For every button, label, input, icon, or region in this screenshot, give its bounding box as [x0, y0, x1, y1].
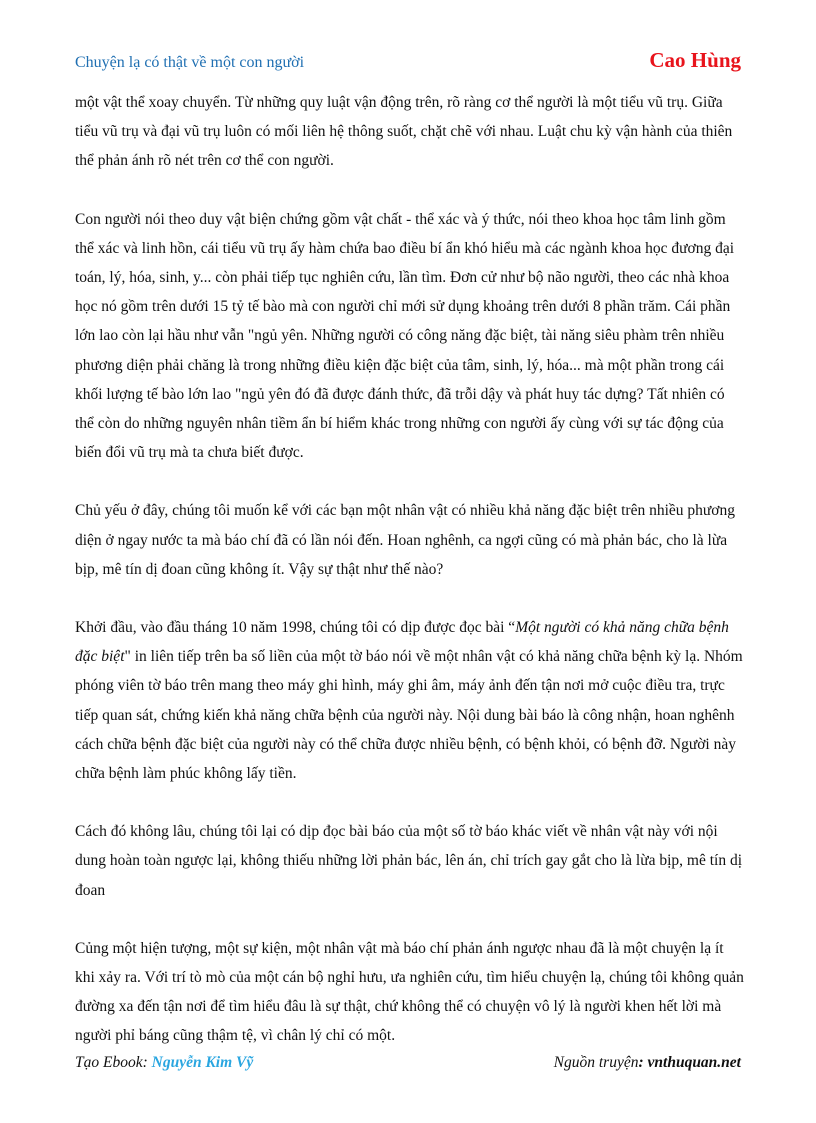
page-body	[75, 88, 745, 1080]
page-footer	[75, 1054, 741, 1072]
book-title: Chuyện lạ có thật về một con người	[75, 54, 305, 71]
paragraph-5: Cách đó không lâu, chúng tôi lại có dịp đọc bài báo của một số tờ báo khác viết về nhân vật này với nội dung hoàn toàn ngược lại, không thiếu những lời phản bác, lên án, chỉ trích gay gắt cho là lừa bịp, mê tín dị đoan	[75, 823, 743, 899]
article-title: Một người có khả năng chữa bệnh đặc biệt	[75, 619, 729, 666]
ebook-label: Tạo Ebook	[75, 1054, 143, 1071]
paragraph-4-lead: Khởi đầu, vào đầu tháng 10 năm 1998, chúng tôi có dịp được đọc bài “	[75, 619, 516, 637]
ebook-colon: :	[142, 1054, 152, 1071]
source-credit	[554, 1054, 741, 1072]
paragraph-4	[75, 613, 745, 788]
page-header	[75, 48, 741, 78]
paragraph-3: Chủ yếu ở đây, chúng tôi muốn kể với các bạn một nhân vật có nhiều khả năng đặc biệt trên nhiều phương diện ở ngay nước ta mà báo chí đã có lần nói đến. Hoan nghênh, ca ngợi cũng có mà phản bác, cho là lừa bịp, mê tín dị đoan cũng không ít. Vậy sự thật như thế nào?	[75, 502, 735, 578]
ebook-credit	[75, 1054, 253, 1072]
paragraph-1: một vật thể xoay chuyển. Từ những quy luật vận động trên, rõ ràng cơ thể người là một tiểu vũ trụ. Giữa tiểu vũ trụ và đại vũ trụ luôn có mối liên hệ thông suốt, chặt chẽ với nhau. Luật chu kỳ vận hành của thiên thể phản ánh rõ nét trên cơ thể con người.	[75, 94, 733, 170]
source-site: vnthuquan.net	[647, 1054, 741, 1071]
paragraph-6: Củng một hiện tượng, một sự kiện, một nhân vật mà báo chí phản ánh ngược nhau đã là một chuyện lạ ít khi xảy ra. Với trí tò mò của một cán bộ nghỉ hưu, ưa nghiên cứu, tìm hiểu chuyện lạ, chúng tôi không quản đường xa đến tận nơi để tìm hiểu đâu là sự thật, chứ không thể có chuyện vô lý là người khen hết lời mà người phỉ báng cũng thậm tệ, vì chân lý chỉ có một.	[75, 939, 744, 1045]
paragraph-4-rest: " in liên tiếp trên ba số liền của một tờ báo nói về một nhân vật có khả năng chữa bệnh kỳ lạ. Nhóm phóng viên tờ báo trên mang theo máy ghi hình, máy ghi âm, máy ảnh đến tận nơi mở cuộc điều tra, trực tiếp quan sát, chứng kiến khả năng chữa bệnh của người này. Nội dung bài báo là công nhận, hoan nghênh cách chữa bệnh đặc biệt của người này có thể chữa được nhiều bệnh, có bệnh khỏi, có bệnh đỡ. Người này chữa bệnh làm phúc không lấy tiền.	[75, 648, 743, 783]
source-label: Nguồn truyện	[553, 1054, 639, 1071]
source-colon: :	[638, 1054, 648, 1071]
ebook-creator-name: Nguyễn Kim Vỹ	[151, 1054, 254, 1071]
author-name: Cao Hùng	[649, 48, 741, 72]
paragraph-2: Con người nói theo duy vật biện chứng gồm vật chất - thể xác và ý thức, nói theo khoa học tâm linh gồm thể xác và linh hồn, cái tiểu vũ trụ ấy hàm chứa bao điều bí ẩn khó hiểu mà các ngành khoa học đương đại toán, lý, hóa, sinh, y... còn phải tiếp tục nghiên cứu, lần tìm. Đơn cử như bộ não người, theo các nhà khoa học nó gồm trên dưới 15 tỷ tế bào mà con người chỉ mới sử dụng khoảng trên dưới 8 phần trăm. Cái phần lớn lao còn lại hầu như vẫn "ngủ yên. Những người có công năng đặc biệt, tài năng siêu phàm trên nhiều phương diện phải chăng là trong những điều kiện đặc biệt của tâm, sinh, lý, hóa... mà một phần trong cái khối lượng tế bào lớn lao "ngủ yên đó đã được đánh thức, đã trỗi dậy và phát huy tác dựng? Tất nhiên có thể còn do những nguyên nhân tiềm ẩn bí hiểm khác trong những con người ấy cùng với sự tác động của biến đổi vũ trụ mà ta chưa biết được.	[75, 210, 734, 462]
